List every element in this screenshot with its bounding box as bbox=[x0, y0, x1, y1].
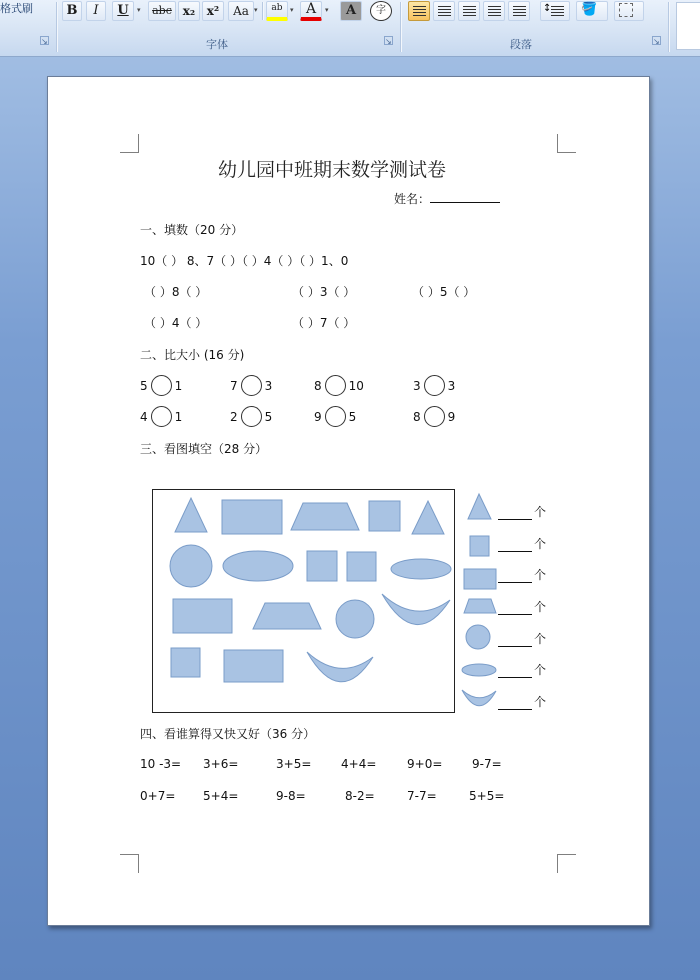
group-separator bbox=[400, 2, 401, 52]
number: 5 bbox=[264, 409, 273, 424]
section-4-heading: 四、看谁算得又快又好（36 分） bbox=[140, 727, 316, 741]
triangle-shape bbox=[468, 494, 491, 519]
name-label: 姓名： bbox=[394, 192, 431, 206]
number: 9 bbox=[314, 409, 322, 424]
justify-button[interactable] bbox=[483, 1, 505, 21]
number: 3 bbox=[447, 378, 456, 393]
crescent-shape bbox=[307, 652, 373, 682]
equation: 9-7= bbox=[472, 757, 502, 771]
count-answer bbox=[498, 630, 546, 647]
triangle-shape bbox=[175, 498, 207, 532]
number: 8 bbox=[413, 409, 421, 424]
answer-blank bbox=[498, 602, 532, 615]
align-left-icon bbox=[413, 6, 426, 17]
crop-mark bbox=[120, 134, 139, 153]
trapezoid-shape bbox=[253, 603, 321, 629]
rectangle-shape bbox=[222, 500, 282, 534]
number: 9 bbox=[447, 409, 456, 424]
oval-shape bbox=[223, 551, 293, 581]
crescent-shape bbox=[382, 594, 450, 625]
format-painter-button[interactable]: 格式刷 bbox=[0, 2, 33, 15]
trapezoid-shape bbox=[464, 599, 496, 613]
align-right-button[interactable] bbox=[458, 1, 480, 21]
borders-icon bbox=[619, 3, 633, 17]
count-answer bbox=[498, 535, 546, 552]
equation: 4+4= bbox=[341, 757, 377, 771]
justify-icon bbox=[488, 6, 501, 17]
compare-circle bbox=[424, 375, 445, 396]
strikethrough-button[interactable]: abc bbox=[148, 1, 176, 21]
align-right-icon bbox=[463, 6, 476, 17]
count-answer bbox=[498, 503, 546, 520]
number: 3 bbox=[413, 378, 421, 393]
equation: 5+5= bbox=[469, 789, 505, 803]
rectangle-shape bbox=[464, 569, 496, 589]
compare-item bbox=[230, 375, 272, 396]
font-color-button[interactable]: A bbox=[300, 1, 322, 21]
trapezoid-shape bbox=[291, 503, 359, 530]
compare-item bbox=[140, 375, 182, 396]
character-shading-button[interactable]: A bbox=[340, 1, 362, 21]
number: 8 bbox=[314, 378, 322, 393]
superscript-button[interactable]: x² bbox=[202, 1, 224, 21]
highlight-button[interactable]: ab bbox=[266, 1, 288, 21]
fill-item: （ ）8（ ） bbox=[144, 285, 208, 299]
font-group-label: 字体 bbox=[206, 38, 228, 51]
equation: 3+5= bbox=[276, 757, 312, 771]
compare-circle bbox=[424, 406, 445, 427]
line-spacing-button[interactable] bbox=[540, 1, 570, 21]
underline-button[interactable]: U bbox=[112, 1, 134, 21]
circle-shape bbox=[466, 625, 490, 649]
shading-button[interactable] bbox=[576, 1, 608, 21]
count-answer bbox=[498, 693, 546, 710]
answer-blank bbox=[498, 665, 532, 678]
number: 5 bbox=[348, 409, 357, 424]
oval-shape bbox=[462, 664, 496, 676]
paragraph-group-label: 段落 bbox=[510, 38, 532, 51]
number: 1 bbox=[174, 409, 183, 424]
unit-label: 个 bbox=[534, 505, 547, 519]
crop-mark bbox=[120, 854, 139, 873]
distribute-icon bbox=[513, 6, 526, 17]
document-page[interactable] bbox=[47, 76, 650, 926]
square-shape bbox=[307, 551, 337, 581]
compare-item bbox=[230, 406, 272, 427]
circle-shape bbox=[170, 545, 212, 587]
circle-shape bbox=[336, 600, 374, 638]
paint-bucket-icon: 🪣 bbox=[581, 2, 598, 17]
borders-button[interactable] bbox=[614, 1, 644, 21]
enclose-characters-button[interactable]: 字 bbox=[370, 1, 392, 21]
square-shape bbox=[369, 501, 400, 531]
line-spacing-icon bbox=[551, 6, 564, 17]
change-case-dropdown-icon[interactable]: ▾ bbox=[254, 6, 258, 14]
group-separator bbox=[56, 2, 57, 52]
unit-label: 个 bbox=[534, 632, 547, 646]
count-answer bbox=[498, 661, 546, 678]
compare-item bbox=[314, 406, 356, 427]
compare-circle bbox=[241, 406, 262, 427]
shapes-figure bbox=[152, 489, 455, 713]
number: 10 bbox=[348, 378, 364, 393]
section-2-heading: 二、比大小 (16 分) bbox=[140, 348, 245, 362]
number: 5 bbox=[140, 378, 148, 393]
compare-circle bbox=[325, 406, 346, 427]
compare-circle bbox=[151, 406, 172, 427]
font-color-dropdown-icon[interactable]: ▾ bbox=[325, 6, 329, 14]
answer-blank bbox=[498, 634, 532, 647]
fill-item: （ ）4（ ） bbox=[144, 316, 208, 330]
crescent-shape bbox=[462, 690, 496, 706]
section-3-heading: 三、看图填空（28 分） bbox=[140, 442, 268, 456]
unit-label: 个 bbox=[534, 695, 547, 709]
italic-button[interactable]: I bbox=[86, 1, 106, 21]
compare-circle bbox=[241, 375, 262, 396]
count-answer bbox=[498, 566, 546, 583]
compare-circle bbox=[151, 375, 172, 396]
number: 7 bbox=[230, 378, 238, 393]
underline-dropdown-icon[interactable]: ▾ bbox=[137, 6, 141, 14]
align-center-button[interactable] bbox=[433, 1, 455, 21]
number: 2 bbox=[230, 409, 238, 424]
fill-item: （ ）7（ ） bbox=[292, 316, 356, 330]
equation: 9+0= bbox=[407, 757, 443, 771]
unit-label: 个 bbox=[534, 568, 547, 582]
font-launcher-icon[interactable]: ↘ bbox=[385, 37, 392, 46]
rectangle-shape bbox=[173, 599, 232, 633]
equation: 9-8= bbox=[276, 789, 306, 803]
group-separator bbox=[668, 2, 669, 52]
equation: 10 -3= bbox=[140, 757, 182, 771]
compare-item bbox=[314, 375, 364, 396]
styles-gallery[interactable] bbox=[676, 2, 700, 50]
name-field bbox=[394, 190, 500, 207]
name-blank bbox=[430, 190, 500, 203]
document-title: 幼儿园中班期末数学测试卷 bbox=[218, 159, 447, 181]
fill-row-1: 10（ ） 8、7（ ）（ ）4（ ）（ ）1、0 bbox=[140, 254, 349, 268]
line-spacing-arrow-icon: ↕ bbox=[543, 3, 552, 14]
subscript-button[interactable]: x₂ bbox=[178, 1, 200, 21]
square-shape bbox=[347, 552, 376, 581]
answer-blank bbox=[498, 570, 532, 583]
equation: 3+6= bbox=[203, 757, 239, 771]
equation: 5+4= bbox=[203, 789, 239, 803]
compare-item bbox=[140, 406, 182, 427]
ribbon bbox=[0, 0, 700, 57]
change-case-button[interactable]: Aa bbox=[228, 1, 254, 21]
distribute-button[interactable] bbox=[508, 1, 530, 21]
equation: 0+7= bbox=[140, 789, 176, 803]
square-shape bbox=[171, 648, 200, 677]
unit-label: 个 bbox=[534, 600, 547, 614]
triangle-shape bbox=[412, 501, 444, 534]
equation: 7-7= bbox=[407, 789, 437, 803]
align-center-icon bbox=[438, 6, 451, 17]
fill-item: （ ）3（ ） bbox=[292, 285, 356, 299]
compare-item bbox=[413, 375, 455, 396]
highlight-dropdown-icon[interactable]: ▾ bbox=[290, 6, 294, 14]
clipboard-launcher-icon[interactable]: ↘ bbox=[41, 37, 48, 46]
crop-mark bbox=[557, 854, 576, 873]
unit-label: 个 bbox=[534, 537, 547, 551]
bold-button[interactable]: B bbox=[62, 1, 82, 21]
separator bbox=[262, 2, 263, 20]
number: 4 bbox=[140, 409, 148, 424]
number: 3 bbox=[264, 378, 273, 393]
shapes-canvas bbox=[153, 490, 454, 712]
equation: 8-2= bbox=[345, 789, 375, 803]
answer-blank bbox=[498, 539, 532, 552]
section-1-heading: 一、填数（20 分） bbox=[140, 223, 244, 237]
answer-blank bbox=[498, 697, 532, 710]
compare-item bbox=[413, 406, 455, 427]
align-left-button[interactable] bbox=[408, 1, 430, 21]
square-shape bbox=[470, 536, 489, 556]
rectangle-shape bbox=[224, 650, 283, 682]
unit-label: 个 bbox=[534, 663, 547, 677]
compare-circle bbox=[325, 375, 346, 396]
fill-item: （ ）5（ ） bbox=[412, 285, 476, 299]
number: 1 bbox=[174, 378, 183, 393]
count-answer bbox=[498, 598, 546, 615]
oval-shape bbox=[391, 559, 451, 579]
paragraph-launcher-icon[interactable]: ↘ bbox=[653, 37, 660, 46]
answer-blank bbox=[498, 507, 532, 520]
crop-mark bbox=[557, 134, 576, 153]
